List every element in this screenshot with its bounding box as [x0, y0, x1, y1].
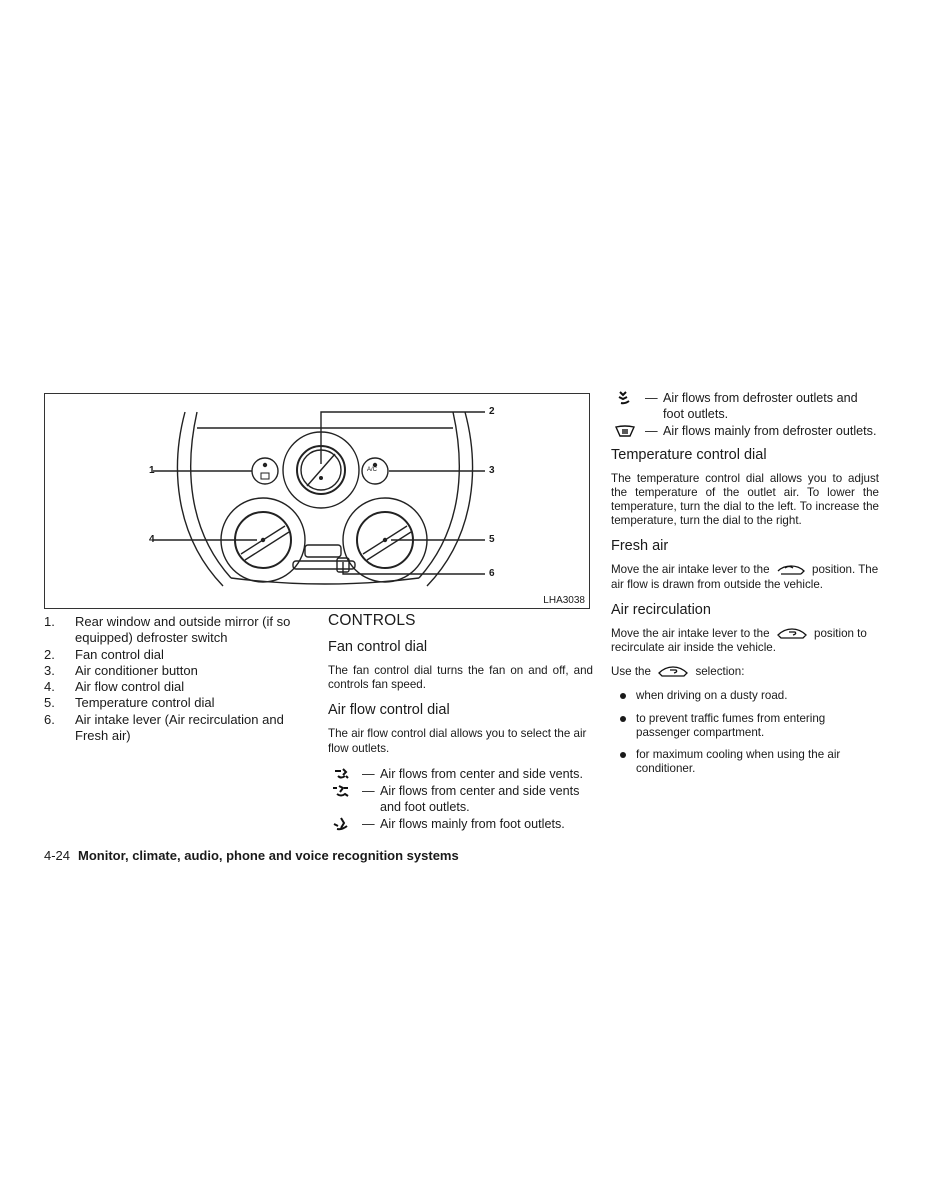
airflow-mode-item: — Air flows from center and side vents.: [328, 766, 593, 782]
list-item: to prevent traffic fumes from entering passenger compartment.: [611, 712, 879, 740]
controls-heading: CONTROLS: [328, 612, 416, 629]
recirculation-icon: [658, 666, 688, 678]
list-item: for maximum cooling when using the air conditioner.: [611, 748, 879, 776]
fan-dial-heading: Fan control dial: [328, 639, 428, 655]
chapter-title: Monitor, climate, audio, phone and voice recognition systems: [78, 848, 459, 863]
fresh-air-text: Move the air intake lever to the position. The air flow is drawn from outside the vehicle.: [611, 563, 879, 591]
callout-2: 2: [489, 406, 495, 417]
defroster-button-outline: [252, 458, 278, 484]
controls-section: [328, 612, 593, 834]
recirculation-bullets: [611, 689, 879, 776]
airflow-mode-item: — Air flows from defroster outlets and foot outlets.: [611, 390, 879, 422]
vent-icon: [332, 767, 352, 781]
list-item: when driving on a dusty road.: [611, 689, 879, 703]
airflow-modes-list-continued: [611, 390, 879, 440]
climate-panel-illustration: [45, 394, 591, 610]
legend-item: 6. Air intake lever (Air recirculation and Fresh air): [44, 711, 284, 744]
fan-dial-text: The fan control dial turns the fan on and off, and controls fan speed.: [328, 664, 593, 692]
page-number: 4-24: [44, 848, 71, 863]
ac-button-label: A/C: [367, 467, 378, 473]
fresh-air-heading: Fresh air: [611, 538, 669, 555]
figure-legend-list: [44, 614, 304, 744]
legend-item: 3. Air conditioner button: [44, 662, 198, 678]
callout-4: 4: [149, 534, 155, 545]
recirculation-use-text: Use the selection:: [611, 665, 745, 679]
defrost-foot-icon: [615, 391, 635, 405]
callout-6: 6: [489, 568, 495, 579]
legend-item: 2. Fan control dial: [44, 646, 164, 662]
figure-code: LHA3038: [543, 595, 585, 606]
airflow-dial-text: The air flow control dial allows you to select the air flow outlets.: [328, 727, 587, 755]
air-recirculation-heading: Air recirculation: [611, 601, 711, 618]
defrost-icon: [615, 424, 635, 438]
callout-3: 3: [489, 465, 495, 476]
fresh-air-icon: [777, 564, 805, 576]
airflow-dial-heading: Air flow control dial: [328, 702, 450, 719]
airflow-mode-item: — Air flows from center and side vents and foot outlets.: [328, 783, 593, 815]
legend-item: 1. Rear window and outside mirror (if so equipped) defroster switch: [44, 614, 291, 646]
temperature-dial-heading: Temperature control dial: [611, 446, 767, 463]
airflow-modes-list: [328, 766, 593, 833]
right-column: [611, 390, 879, 784]
bi-level-icon: [332, 784, 352, 798]
airflow-mode-item: — Air flows mainly from foot outlets.: [328, 816, 593, 832]
airflow-mode-item: — Air flows mainly from defroster outlets.: [611, 423, 879, 439]
legend-item: 5. Temperature control dial: [44, 695, 215, 711]
temperature-dial-text: The temperature control dial allows you to adjust the temperature of the outlet air. To lower the temperature, turn the dial to the left. To increase the temperature, turn the dial to the right.: [611, 471, 879, 528]
callout-5: 5: [489, 534, 495, 545]
callout-1: 1: [149, 465, 155, 476]
page-footer: [44, 848, 459, 863]
recirculation-icon: [777, 628, 807, 640]
foot-icon: [332, 817, 352, 831]
climate-control-figure: [44, 393, 590, 609]
legend-item: 4. Air flow control dial: [44, 679, 185, 695]
air-recirculation-text: Move the air intake lever to the position to recirculate air inside the vehicle.: [611, 626, 867, 655]
